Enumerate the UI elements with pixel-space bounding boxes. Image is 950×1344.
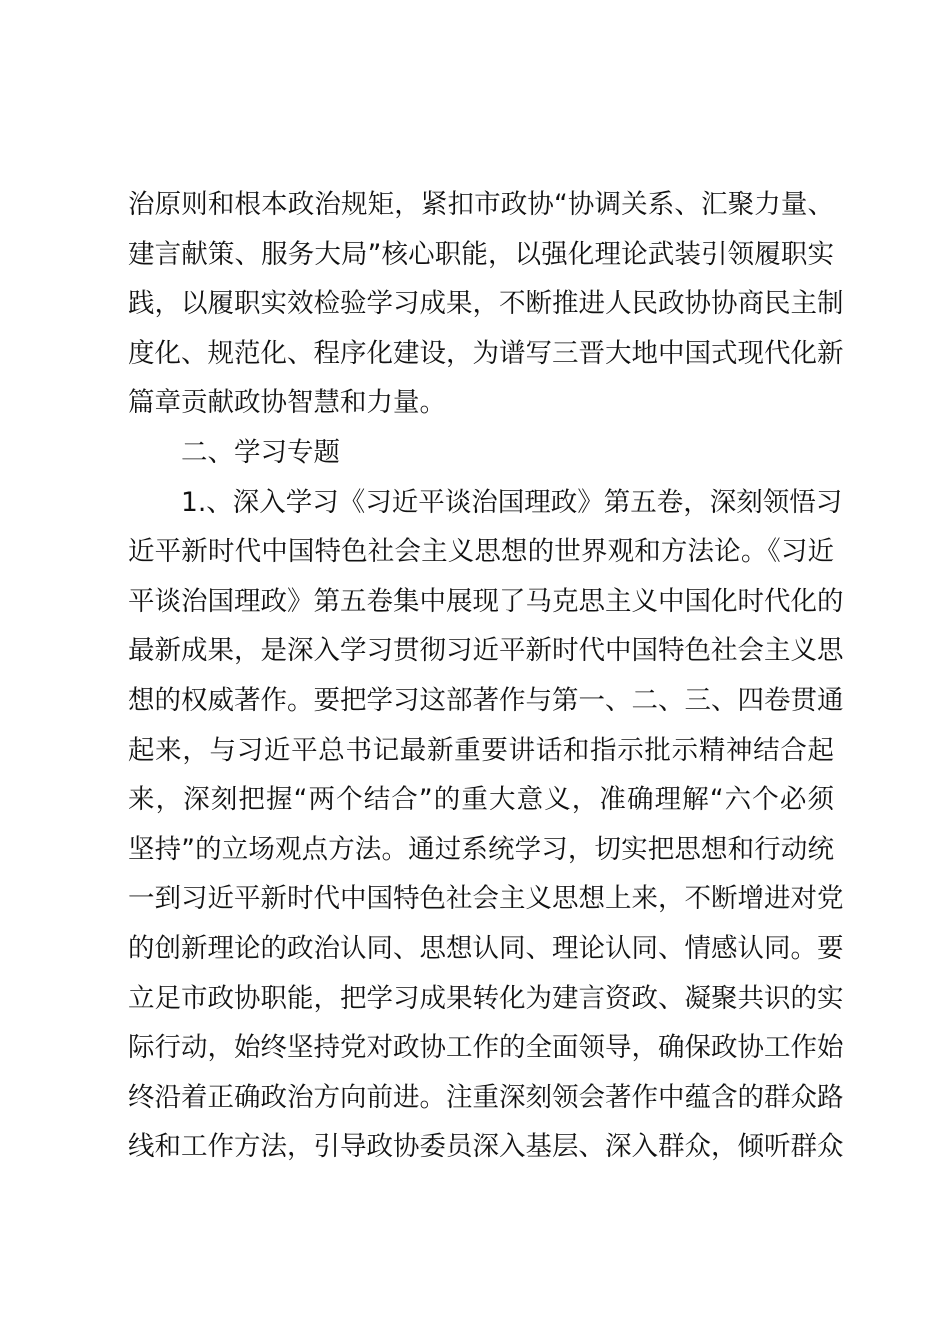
text-line: 起来，与习近平总书记最新重要讲话和指示批示精神结合起: [128, 734, 834, 766]
paragraph-intro-continuation: [128, 180, 844, 428]
text-line: 立足市政协职能，把学习成果转化为建言资政、凝聚共识的实: [128, 982, 844, 1014]
text-line: 终沿着正确政治方向前进。注重深刻领会著作中蕴含的群众路: [128, 1081, 844, 1113]
text-line: 来，深刻把握“两个结合”的重大意义，准确理解“六个必须: [128, 784, 834, 816]
text-line: 度化、规范化、程序化建设，为谱写三晋大地中国式现代化新: [128, 337, 844, 369]
document-body: [128, 180, 844, 1172]
text-line: 线和工作方法，引导政协委员深入基层、深入群众，倾听群众: [128, 1131, 844, 1163]
section-heading: 二、学习专题: [181, 436, 340, 468]
paragraph-topic-1: [128, 478, 844, 1172]
text-line: 的创新理论的政治认同、思想认同、理论认同、情感认同。要: [128, 932, 844, 964]
text-line: 坚持”的立场观点方法。通过系统学习，切实把思想和行动统: [128, 833, 834, 865]
section-heading-study-topics: [128, 428, 834, 478]
text-line: 践，以履职实效检验学习成果，不断推进人民政协协商民主制: [128, 288, 844, 320]
text-line: 最新成果，是深入学习贯彻习近平新时代中国特色社会主义思: [128, 635, 844, 667]
text-line: 近平新时代中国特色社会主义思想的世界观和方法论。《习近: [128, 536, 834, 568]
text-line: 建言献策、服务大局”核心职能，以强化理论武装引领履职实: [128, 238, 834, 270]
text-line: 篇章贡献政协智慧和力量。: [128, 387, 446, 419]
text-line: 治原则和根本政治规矩，紧扣市政协“协调关系、汇聚力量、: [128, 189, 834, 220]
text-line: 一到习近平新时代中国特色社会主义思想上来，不断增进对党: [128, 883, 844, 915]
text-line: 想的权威著作。要把学习这部著作与第一、二、三、四卷贯通: [128, 684, 844, 716]
text-line: 1.、深入学习《习近平谈治国理政》第五卷，深刻领悟习: [181, 486, 843, 518]
text-line: 平谈治国理政》第五卷集中展现了马克思主义中国化时代化的: [128, 585, 844, 617]
text-line: 际行动，始终坚持党对政协工作的全面领导，确保政协工作始: [128, 1032, 844, 1064]
